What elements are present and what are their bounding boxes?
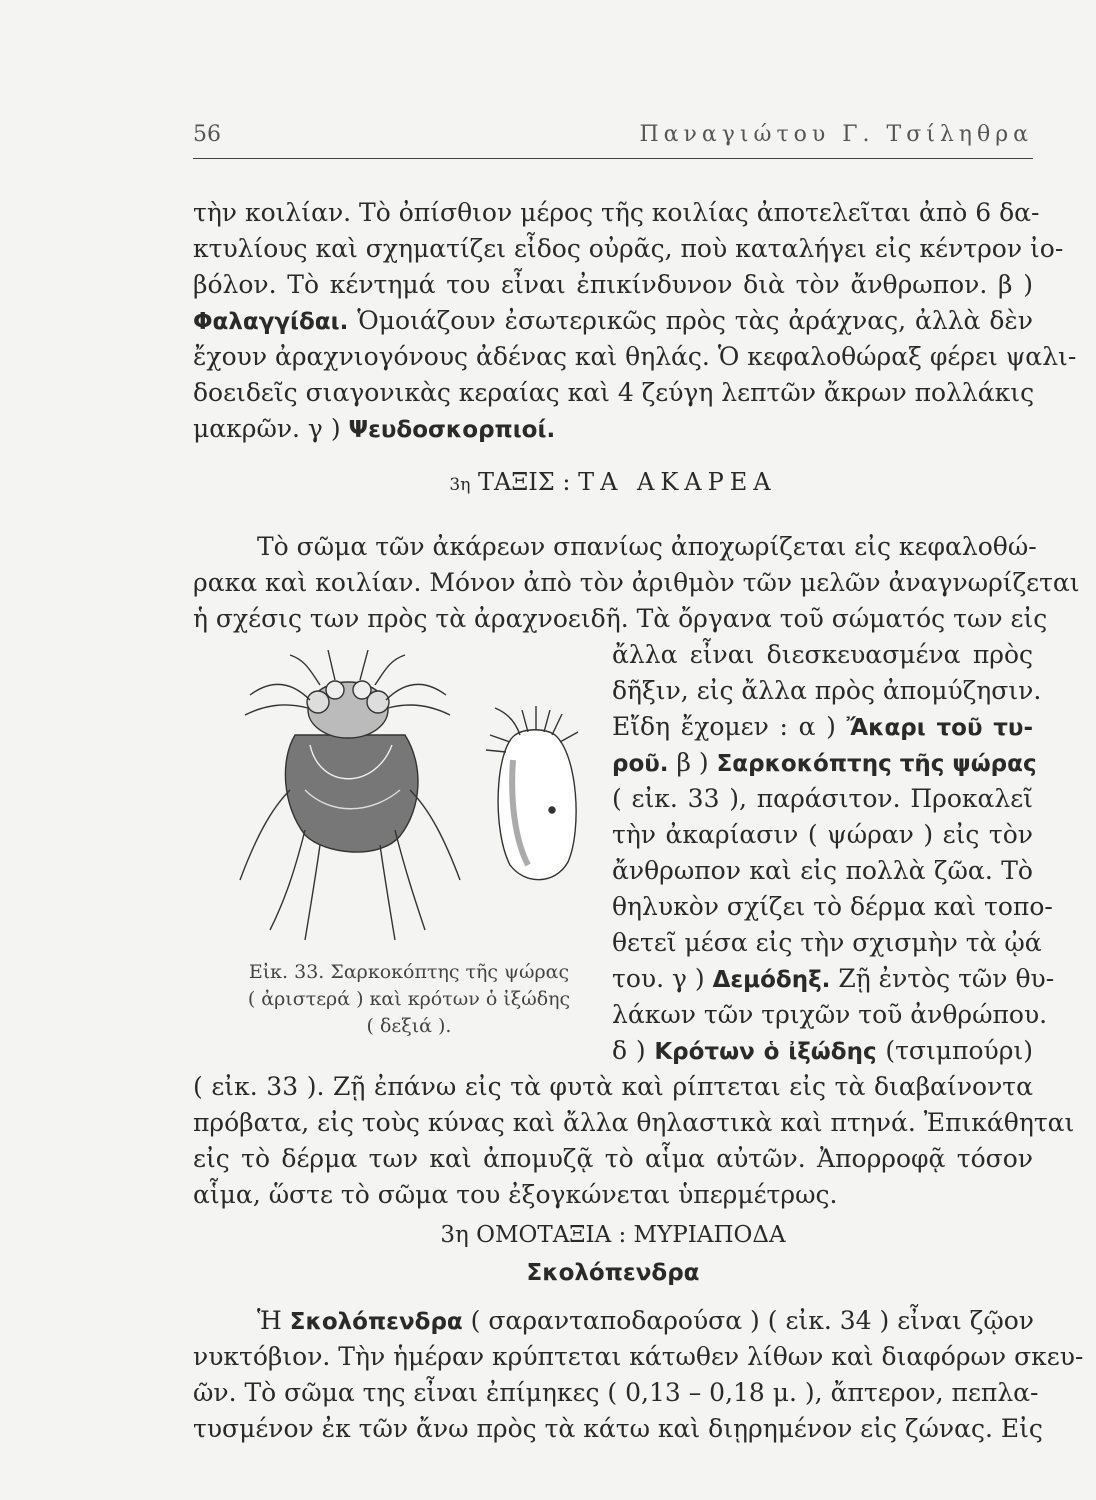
term-pseudoscorpions: Ψευδοσκορπιοί.: [348, 417, 556, 443]
text-line: ( εἰκ. 33 ), παράσιτον. Προκαλεῖ: [612, 784, 1033, 813]
figure-33-illustration: [210, 640, 610, 950]
text-line: Ἡ Σκολόπενδρα ( σαρανταποδαρούσα ) ( εἰκ. 34 ) εἶναι ζῷον: [257, 1306, 1034, 1335]
text-line: Εἴδη ἔχομεν : α ) Ἄκαρι τοῦ τυ-: [612, 712, 1033, 741]
text-line: ῶν. Τὸ σῶμα της εἶναι ἐπίμηκες ( 0,13 – 0,18 μ. ), ἄπτερον, πεπλα-: [193, 1378, 1039, 1407]
text-line: δ ) Κρότων ὁ ἰξώδης (τσιμπούρι): [612, 1036, 1033, 1065]
text-line: θετεῖ μέσα εἰς τὴν σχισμὴν τὰ ᾠά: [612, 928, 1042, 957]
term-scolopendra: Σκολόπενδρα: [289, 1309, 463, 1335]
term-phalangidae: Φαλαγγίδαι.: [193, 309, 349, 335]
term-scabies-mite: Σαρκοκόπτης τῆς ψώρας: [716, 751, 1037, 777]
section-heading-myriapoda: 3η ΟΜΟΤΑΞΙΑ : ΜΥΡΙΑΠΟΔΑ: [440, 1222, 786, 1248]
text-line: τὴν κοιλίαν. Τὸ ὀπίσθιον μέρος τῆς κοιλίας ἀποτελεῖται ἀπὸ 6 δα-: [193, 198, 1040, 227]
text-line: τυσμένον ἐκ τῶν ἄνω πρὸς τὰ κάτω καὶ διῃρημένον εἰς ζώνας. Εἰς: [193, 1414, 1043, 1443]
text-line: νυκτόβιον. Τὴν ἡμέραν κρύπτεται κάτωθεν λίθων καὶ διαφόρων σκευ-: [193, 1342, 1084, 1371]
term-cheese-mite: Ἄκαρι τοῦ τυ-: [846, 715, 1033, 741]
tick-drawing: [486, 706, 578, 880]
figure-caption: ( δεξιά ).: [366, 1015, 452, 1037]
figure-caption: Εἰκ. 33. Σαρκοκόπτης τῆς ψώρας: [248, 961, 570, 983]
text-line: ( εἰκ. 33 ). Ζῇ ἐπάνω εἰς τὰ φυτὰ καὶ ρίπτεται εἰς τὰ διαβαίνοντα: [193, 1072, 1033, 1101]
text-line: κτυλίους καὶ σχηματίζει εἶδος οὐρᾶς, ποὺ καταλήγει εἰς κέντρον ἰο-: [193, 234, 1064, 263]
text-line: ἔχουν ἀραχνιογόνους ἀδένας καὶ θηλάς. Ὁ κεφαλοθώραξ φέρει ψαλι-: [193, 342, 1077, 371]
text-line: Φαλαγγίδαι. Ὁμοιάζουν ἐσωτερικῶς πρὸς τὰς ἀράχνας, ἀλλὰ δὲν: [193, 306, 1033, 335]
text-line: λάκων τῶν τριχῶν τοῦ ἀνθρώπου.: [612, 1000, 1048, 1029]
text-line: θηλυκὸν σχίζει τὸ δέρμα καὶ τοπο-: [612, 892, 1053, 921]
text-line: ροῦ. β ) Σαρκοκόπτης τῆς ψώρας: [612, 748, 1037, 777]
text-line: του. γ ) Δεμόδηξ. Ζῇ ἐντὸς τῶν θυ-: [612, 964, 1055, 993]
text-line: ἡ σχέσις των πρὸς τὰ ἀραχνοειδῆ. Τὰ ὄργανα τοῦ σώματός των εἰς: [193, 604, 1048, 633]
text-line: πρόβατα, εἰς τοὺς κύνας καὶ ἄλλα θηλαστικὰ καὶ πτηνά. Ἐπικάθηται: [193, 1108, 1075, 1137]
page-header: [193, 118, 1033, 159]
text-line: τὴν ἀκαρίασιν ( ψώραν ) εἰς τὸν: [612, 820, 1033, 849]
text-line: μακρῶν. γ ) Ψευδοσκορπιοί.: [193, 414, 556, 443]
text-line: εἰς τὸ δέρμα των καὶ ἀπομυζᾷ τὸ αἷμα αὐτῶν. Ἀπορροφᾷ τόσον: [193, 1144, 1033, 1173]
text-line: Τὸ σῶμα τῶν ἀκάρεων σπανίως ἀποχωρίζεται εἰς κεφαλοθώ-: [257, 532, 1037, 561]
subheading-scolopendra: Σκολόπενδρα: [526, 1260, 700, 1286]
term-tick: Κρότων ὁ ἰξώδης: [654, 1039, 877, 1065]
section-heading-acari: 3η ΤΑΞΙΣ : ΤΑ ΑΚΑΡΕΑ: [449, 468, 777, 496]
scabies-mite-drawing: [240, 650, 460, 940]
text-line: ἄλλα εἶναι διεσκευασμένα πρὸς: [612, 640, 1033, 669]
figure-caption: ( ἀριστερά ) καὶ κρότων ὁ ἰξώδης: [247, 988, 571, 1010]
text-line: ἄνθρωπον καὶ εἰς πολλὰ ζῶα. Τὸ: [612, 856, 1033, 885]
text-line: ρακα καὶ κοιλίαν. Μόνον ἀπὸ τὸν ἀριθμὸν τῶν μελῶν ἀναγνωρίζεται: [193, 568, 1080, 597]
text-line: βόλον. Τὸ κέντημά του εἶναι ἐπικίνδυνον διὰ τὸν ἄνθρωπον. β ): [193, 270, 1033, 299]
page-number: 56: [193, 122, 221, 147]
text-line: αἷμα, ὥστε τὸ σῶμα του ἐξογκώνεται ὑπερμέτρως.: [193, 1180, 838, 1209]
term-demodex: Δεμόδηξ.: [712, 967, 831, 993]
text-line: δοειδεῖς σιαγονικὰς κεραίας καὶ 4 ζεύγη λεπτῶν ἄκρων πολλάκις: [193, 378, 1035, 407]
running-head: Παναγιώτου Γ. Τσίληθρα: [639, 122, 1033, 147]
text-line: δῆξιν, εἰς ἄλλα πρὸς ἀπομύζησιν.: [612, 676, 1042, 705]
